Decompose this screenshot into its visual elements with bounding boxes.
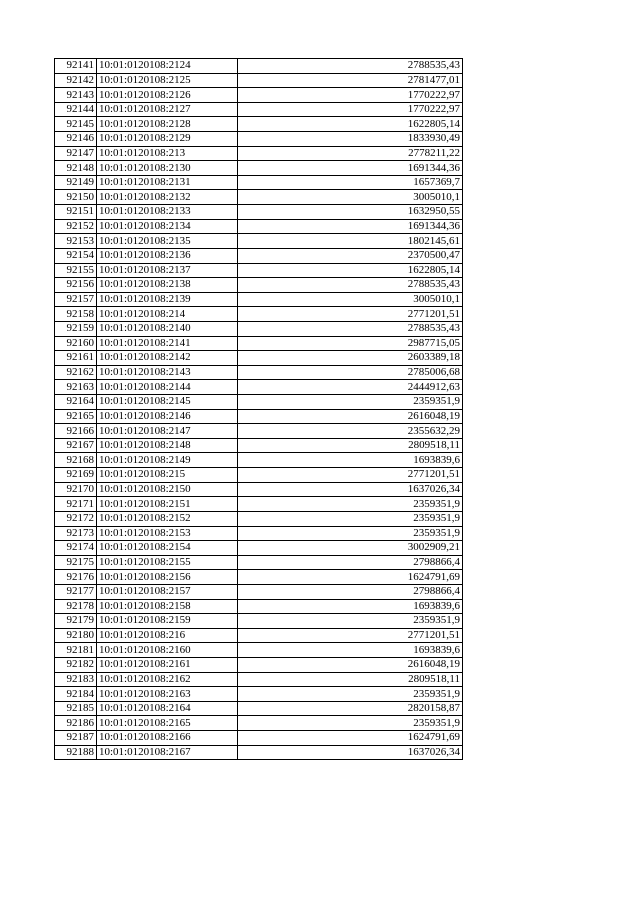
cadastral-number-cell: 10:01:0120108:2127: [97, 102, 238, 117]
table-row: [55, 190, 463, 205]
value-cell: 2798866,4: [238, 555, 463, 570]
table-row: [55, 161, 463, 176]
row-id-cell: 92187: [55, 731, 97, 746]
table-row: [55, 541, 463, 556]
table-row: [55, 672, 463, 687]
row-id-cell: 92181: [55, 643, 97, 658]
row-id-cell: 92161: [55, 351, 97, 366]
cadastral-number-cell: 10:01:0120108:2138: [97, 278, 238, 293]
cadastral-number-cell: 10:01:0120108:2152: [97, 511, 238, 526]
table-row: [55, 117, 463, 132]
row-id-cell: 92144: [55, 102, 97, 117]
cadastral-number-cell: 10:01:0120108:2157: [97, 584, 238, 599]
table-row: [55, 599, 463, 614]
row-id-cell: 92178: [55, 599, 97, 614]
row-id-cell: 92160: [55, 336, 97, 351]
table-row: [55, 263, 463, 278]
row-id-cell: 92179: [55, 614, 97, 629]
cadastral-number-cell: 10:01:0120108:2133: [97, 205, 238, 220]
cadastral-number-cell: 10:01:0120108:2129: [97, 132, 238, 147]
value-cell: 2778211,22: [238, 146, 463, 161]
cadastral-number-cell: 10:01:0120108:2164: [97, 701, 238, 716]
value-cell: 1691344,36: [238, 219, 463, 234]
table-row: [55, 614, 463, 629]
value-cell: 2809518,11: [238, 672, 463, 687]
row-id-cell: 92188: [55, 745, 97, 760]
value-cell: 1637026,34: [238, 482, 463, 497]
row-id-cell: 92143: [55, 88, 97, 103]
cadastral-number-cell: 10:01:0120108:2124: [97, 59, 238, 74]
value-cell: 2444912,63: [238, 380, 463, 395]
cadastral-number-cell: 10:01:0120108:216: [97, 628, 238, 643]
table-row: [55, 628, 463, 643]
row-id-cell: 92150: [55, 190, 97, 205]
cadastral-number-cell: 10:01:0120108:2131: [97, 175, 238, 190]
cadastral-number-cell: 10:01:0120108:2153: [97, 526, 238, 541]
row-id-cell: 92176: [55, 570, 97, 585]
table-row: [55, 584, 463, 599]
cadastral-number-cell: 10:01:0120108:2141: [97, 336, 238, 351]
row-id-cell: 92145: [55, 117, 97, 132]
cadastral-number-cell: 10:01:0120108:2145: [97, 395, 238, 410]
value-cell: 2616048,19: [238, 657, 463, 672]
value-cell: 2788535,43: [238, 278, 463, 293]
table-row: [55, 701, 463, 716]
value-cell: 1833930,49: [238, 132, 463, 147]
cadastral-number-cell: 10:01:0120108:2167: [97, 745, 238, 760]
cadastral-number-cell: 10:01:0120108:2165: [97, 716, 238, 731]
value-cell: 2785006,68: [238, 365, 463, 380]
table-row: [55, 234, 463, 249]
cadastral-number-cell: 10:01:0120108:2146: [97, 409, 238, 424]
value-cell: 1622805,14: [238, 263, 463, 278]
value-cell: 2820158,87: [238, 701, 463, 716]
row-id-cell: 92169: [55, 468, 97, 483]
table-row: [55, 321, 463, 336]
table-row: [55, 146, 463, 161]
value-cell: 2771201,51: [238, 468, 463, 483]
value-cell: 3005010,1: [238, 292, 463, 307]
row-id-cell: 92149: [55, 175, 97, 190]
value-cell: 2781477,01: [238, 73, 463, 88]
value-cell: 2359351,9: [238, 511, 463, 526]
cadastral-number-cell: 10:01:0120108:2155: [97, 555, 238, 570]
row-id-cell: 92158: [55, 307, 97, 322]
value-cell: 1770222,97: [238, 102, 463, 117]
value-cell: 2355632,29: [238, 424, 463, 439]
cadastral-number-cell: 10:01:0120108:2148: [97, 438, 238, 453]
cadastral-number-cell: 10:01:0120108:2143: [97, 365, 238, 380]
table-row: [55, 511, 463, 526]
row-id-cell: 92177: [55, 584, 97, 599]
cadastral-number-cell: 10:01:0120108:2163: [97, 687, 238, 702]
cadastral-number-cell: 10:01:0120108:2160: [97, 643, 238, 658]
row-id-cell: 92159: [55, 321, 97, 336]
cadastral-number-cell: 10:01:0120108:2139: [97, 292, 238, 307]
row-id-cell: 92162: [55, 365, 97, 380]
value-cell: 1622805,14: [238, 117, 463, 132]
cadastral-number-cell: 10:01:0120108:2151: [97, 497, 238, 512]
row-id-cell: 92175: [55, 555, 97, 570]
cadastral-number-cell: 10:01:0120108:2150: [97, 482, 238, 497]
row-id-cell: 92141: [55, 59, 97, 74]
table-row: [55, 73, 463, 88]
cadastral-number-cell: 10:01:0120108:215: [97, 468, 238, 483]
value-cell: 1624791,69: [238, 570, 463, 585]
row-id-cell: 92153: [55, 234, 97, 249]
cadastral-number-cell: 10:01:0120108:2132: [97, 190, 238, 205]
row-id-cell: 92172: [55, 511, 97, 526]
table-row: [55, 643, 463, 658]
table-row: [55, 395, 463, 410]
row-id-cell: 92146: [55, 132, 97, 147]
value-cell: 1632950,55: [238, 205, 463, 220]
value-cell: 2771201,51: [238, 307, 463, 322]
value-cell: 2359351,9: [238, 497, 463, 512]
table-row: [55, 336, 463, 351]
row-id-cell: 92155: [55, 263, 97, 278]
cadastral-number-cell: 10:01:0120108:2149: [97, 453, 238, 468]
cadastral-number-cell: 10:01:0120108:2135: [97, 234, 238, 249]
row-id-cell: 92151: [55, 205, 97, 220]
value-cell: 2370500,47: [238, 248, 463, 263]
row-id-cell: 92164: [55, 395, 97, 410]
table-row: [55, 409, 463, 424]
cadastral-number-cell: 10:01:0120108:2159: [97, 614, 238, 629]
cadastral-number-cell: 10:01:0120108:2162: [97, 672, 238, 687]
cadastral-number-cell: 10:01:0120108:2136: [97, 248, 238, 263]
table-row: [55, 731, 463, 746]
cadastral-number-cell: 10:01:0120108:2147: [97, 424, 238, 439]
row-id-cell: 92173: [55, 526, 97, 541]
data-table: [54, 58, 463, 760]
cadastral-number-cell: 10:01:0120108:2126: [97, 88, 238, 103]
value-cell: 2771201,51: [238, 628, 463, 643]
table-row: [55, 745, 463, 760]
value-cell: 2616048,19: [238, 409, 463, 424]
table-row: [55, 219, 463, 234]
value-cell: 2798866,4: [238, 584, 463, 599]
row-id-cell: 92157: [55, 292, 97, 307]
table-row: [55, 687, 463, 702]
value-cell: 3002909,21: [238, 541, 463, 556]
row-id-cell: 92154: [55, 248, 97, 263]
row-id-cell: 92147: [55, 146, 97, 161]
value-cell: 1691344,36: [238, 161, 463, 176]
table-row: [55, 59, 463, 74]
cadastral-number-cell: 10:01:0120108:2156: [97, 570, 238, 585]
cadastral-number-cell: 10:01:0120108:2144: [97, 380, 238, 395]
cadastral-number-cell: 10:01:0120108:2125: [97, 73, 238, 88]
value-cell: 2788535,43: [238, 59, 463, 74]
value-cell: 3005010,1: [238, 190, 463, 205]
value-cell: 2359351,9: [238, 687, 463, 702]
value-cell: 1657369,7: [238, 175, 463, 190]
row-id-cell: 92183: [55, 672, 97, 687]
row-id-cell: 92186: [55, 716, 97, 731]
row-id-cell: 92156: [55, 278, 97, 293]
value-cell: 1802145,61: [238, 234, 463, 249]
value-cell: 1693839,6: [238, 643, 463, 658]
value-cell: 2359351,9: [238, 395, 463, 410]
value-cell: 1770222,97: [238, 88, 463, 103]
table-row: [55, 132, 463, 147]
row-id-cell: 92184: [55, 687, 97, 702]
cadastral-number-cell: 10:01:0120108:2154: [97, 541, 238, 556]
table-row: [55, 497, 463, 512]
table-row: [55, 555, 463, 570]
cadastral-number-cell: 10:01:0120108:2137: [97, 263, 238, 278]
table-row: [55, 468, 463, 483]
value-cell: 2359351,9: [238, 526, 463, 541]
cadastral-number-cell: 10:01:0120108:2142: [97, 351, 238, 366]
row-id-cell: 92182: [55, 657, 97, 672]
table-row: [55, 175, 463, 190]
table-row: [55, 380, 463, 395]
table-row: [55, 292, 463, 307]
table-row: [55, 570, 463, 585]
cadastral-number-cell: 10:01:0120108:2128: [97, 117, 238, 132]
value-cell: 2987715,05: [238, 336, 463, 351]
cadastral-number-cell: 10:01:0120108:2161: [97, 657, 238, 672]
row-id-cell: 92170: [55, 482, 97, 497]
table-row: [55, 453, 463, 468]
cadastral-number-cell: 10:01:0120108:213: [97, 146, 238, 161]
value-cell: 1693839,6: [238, 453, 463, 468]
row-id-cell: 92171: [55, 497, 97, 512]
row-id-cell: 92166: [55, 424, 97, 439]
value-cell: 2603389,18: [238, 351, 463, 366]
row-id-cell: 92185: [55, 701, 97, 716]
row-id-cell: 92168: [55, 453, 97, 468]
cadastral-number-cell: 10:01:0120108:2140: [97, 321, 238, 336]
cadastral-number-cell: 10:01:0120108:2166: [97, 731, 238, 746]
row-id-cell: 92165: [55, 409, 97, 424]
cadastral-number-cell: 10:01:0120108:2158: [97, 599, 238, 614]
row-id-cell: 92148: [55, 161, 97, 176]
value-cell: 1693839,6: [238, 599, 463, 614]
row-id-cell: 92180: [55, 628, 97, 643]
value-cell: 1624791,69: [238, 731, 463, 746]
table-row: [55, 365, 463, 380]
row-id-cell: 92142: [55, 73, 97, 88]
table-row: [55, 248, 463, 263]
table-row: [55, 205, 463, 220]
table-row: [55, 88, 463, 103]
table-row: [55, 482, 463, 497]
row-id-cell: 92167: [55, 438, 97, 453]
table-row: [55, 307, 463, 322]
value-cell: 2809518,11: [238, 438, 463, 453]
value-cell: 2359351,9: [238, 614, 463, 629]
cadastral-number-cell: 10:01:0120108:2134: [97, 219, 238, 234]
value-cell: 1637026,34: [238, 745, 463, 760]
table-row: [55, 278, 463, 293]
table-row: [55, 526, 463, 541]
table-row: [55, 716, 463, 731]
table-body: [55, 59, 463, 760]
row-id-cell: 92152: [55, 219, 97, 234]
row-id-cell: 92174: [55, 541, 97, 556]
table-row: [55, 657, 463, 672]
table-row: [55, 351, 463, 366]
table-row: [55, 438, 463, 453]
table-row: [55, 102, 463, 117]
table-row: [55, 424, 463, 439]
cadastral-number-cell: 10:01:0120108:2130: [97, 161, 238, 176]
row-id-cell: 92163: [55, 380, 97, 395]
value-cell: 2788535,43: [238, 321, 463, 336]
value-cell: 2359351,9: [238, 716, 463, 731]
cadastral-number-cell: 10:01:0120108:214: [97, 307, 238, 322]
